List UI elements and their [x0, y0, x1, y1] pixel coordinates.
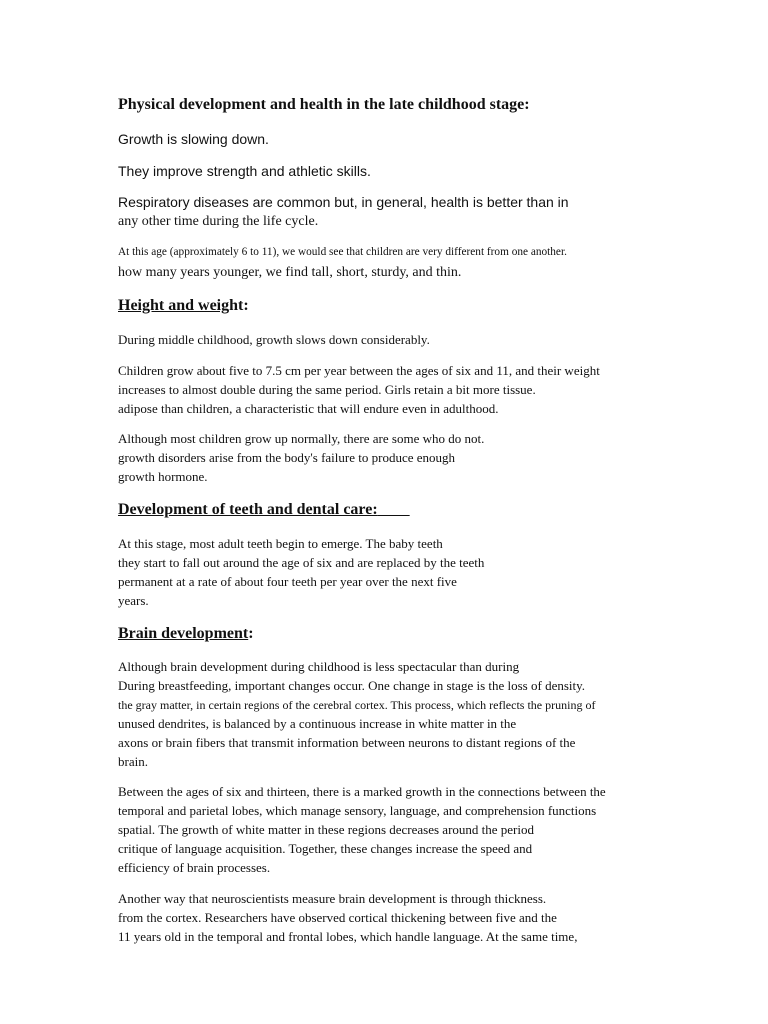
section-heading-teeth	[118, 501, 410, 519]
paragraph-line: Although brain development during childhood is less spectacular than during	[118, 659, 520, 674]
paragraph-line: efficiency of brain processes.	[118, 860, 271, 875]
paragraph-line: the gray matter, in certain regions of the cerebral cortex. This process, which reflects the pruning of	[118, 698, 596, 712]
paragraph-line: 11 years old in the temporal and frontal lobes, which handle language. At the same time,	[118, 929, 578, 944]
paragraph-line: Another way that neuroscientists measure brain development is through thickness.	[118, 891, 547, 906]
paragraph-line: During middle childhood, growth slows down considerably.	[118, 332, 430, 347]
paragraph-line: years.	[118, 593, 149, 608]
intro-line: how many years younger, we find tall, short, sturdy, and thin.	[118, 265, 462, 280]
paragraph-line: Although most children grow up normally, there are some who do not.	[118, 431, 485, 446]
paragraph-line: brain.	[118, 754, 148, 769]
heading-underlined-part: Brain development	[118, 625, 249, 642]
paragraph-line: During breastfeeding, important changes occur. One change in stage is the loss of density.	[118, 678, 586, 693]
paragraph-line: increases to almost double during the same period. Girls retain a bit more tissue.	[118, 382, 536, 397]
intro-line: Growth is slowing down.	[118, 131, 269, 147]
paragraph-line: critique of language acquisition. Together, these changes increase the speed and	[118, 841, 533, 856]
intro-line: Respiratory diseases are common but, in general, health is better than in	[118, 194, 569, 210]
intro-line: At this age (approximately 6 to 11), we would see that children are very different from one another.	[118, 246, 567, 258]
heading-rest-part: ht:	[229, 297, 249, 314]
page-title: Physical development and health in the late childhood stage:	[118, 96, 530, 113]
paragraph-line: from the cortex. Researchers have observed cortical thickening between five and the	[118, 910, 557, 925]
paragraph-line: adipose than children, a characteristic that will endure even in adulthood.	[118, 401, 499, 416]
paragraph-line: they start to fall out around the age of six and are replaced by the teeth	[118, 555, 485, 570]
heading-trailing-underline	[378, 501, 410, 518]
heading-rest-part: :	[248, 625, 254, 642]
paragraph-line: growth hormone.	[118, 469, 208, 484]
section-heading-height-weight	[118, 297, 249, 315]
heading-text: Development of teeth and dental care:	[118, 501, 378, 518]
paragraph-line: axons or brain fibers that transmit information between neurons to distant regions of the	[118, 735, 576, 750]
heading-underlined-part: Height and weig	[118, 297, 230, 314]
paragraph-line: growth disorders arise from the body's failure to produce enough	[118, 450, 456, 465]
paragraph-line: temporal and parietal lobes, which manage sensory, language, and comprehension functions	[118, 803, 597, 818]
paragraph-line: unused dendrites, is balanced by a continuous increase in white matter in the	[118, 716, 517, 731]
intro-line: any other time during the life cycle.	[118, 214, 319, 229]
section-heading-brain	[118, 625, 254, 643]
paragraph-line: Between the ages of six and thirteen, there is a marked growth in the connections between the	[118, 784, 606, 799]
intro-line: They improve strength and athletic skills.	[118, 163, 371, 179]
paragraph-line: permanent at a rate of about four teeth per year over the next five	[118, 574, 457, 589]
paragraph-line: spatial. The growth of white matter in these regions decreases around the period	[118, 822, 534, 837]
paragraph-line: At this stage, most adult teeth begin to emerge. The baby teeth	[118, 536, 443, 551]
paragraph-line: Children grow about five to 7.5 cm per year between the ages of six and 11, and their weight	[118, 363, 600, 378]
